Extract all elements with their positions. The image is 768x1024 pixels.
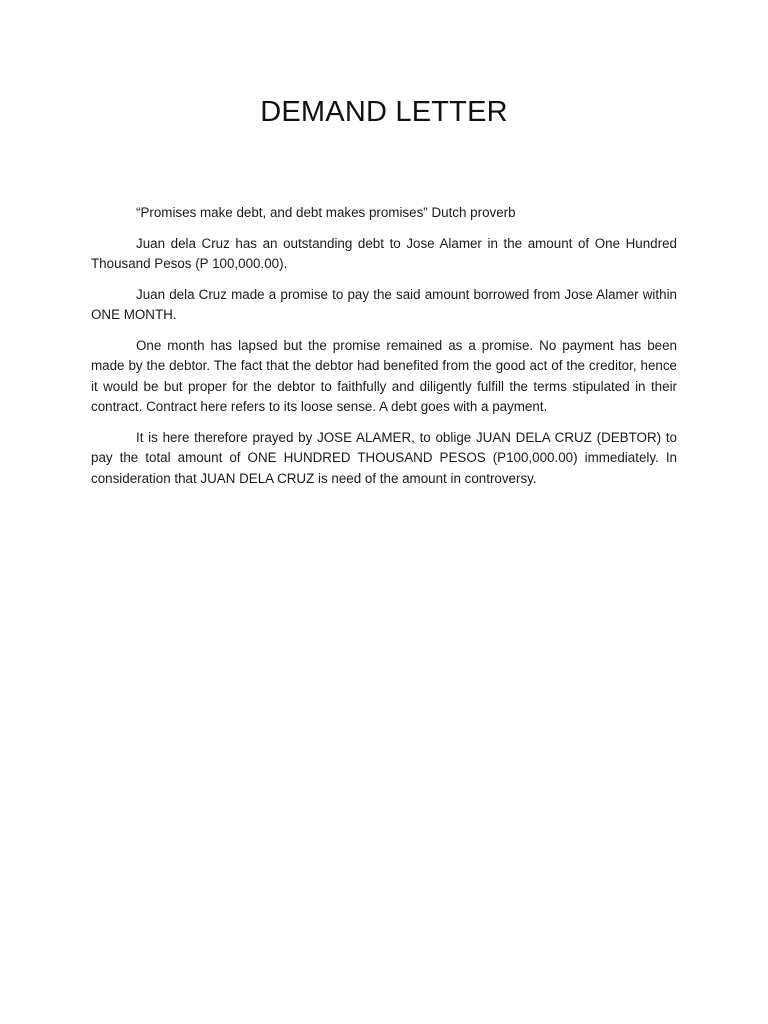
proverb-paragraph: “Promises make debt, and debt makes promises” Dutch proverb: [136, 205, 516, 220]
promise-paragraph: Juan dela Cruz made a promise to pay the said amount borrowed from Jose Alamer within ONE MONTH.: [91, 286, 677, 322]
lapse-paragraph: One month has lapsed but the promise remained as a promise. No payment has been made by the debtor. The fact that the debtor had benefited from the good act of the creditor, hence it would be but proper for the debtor to faithfully and diligently fulfill the terms stipulated in their contract. Contract here refers to its loose sense. A debt goes with a payment.: [91, 337, 677, 414]
document-body: [91, 203, 677, 499]
document-title: DEMAND LETTER: [260, 96, 508, 128]
debt-statement-paragraph: Juan dela Cruz has an outstanding debt to Jose Alamer in the amount of One Hundred Thousand Pesos (P 100,000.00).: [91, 235, 677, 271]
demand-paragraph: It is here therefore prayed by JOSE ALAMER, to oblige JUAN DELA CRUZ (DEBTOR) to pay the total amount of ONE HUNDRED THOUSAND PESOS (P100,000.00) immediately. In consideration that JUAN DELA CRUZ is need of the amount in controversy.: [91, 429, 677, 486]
